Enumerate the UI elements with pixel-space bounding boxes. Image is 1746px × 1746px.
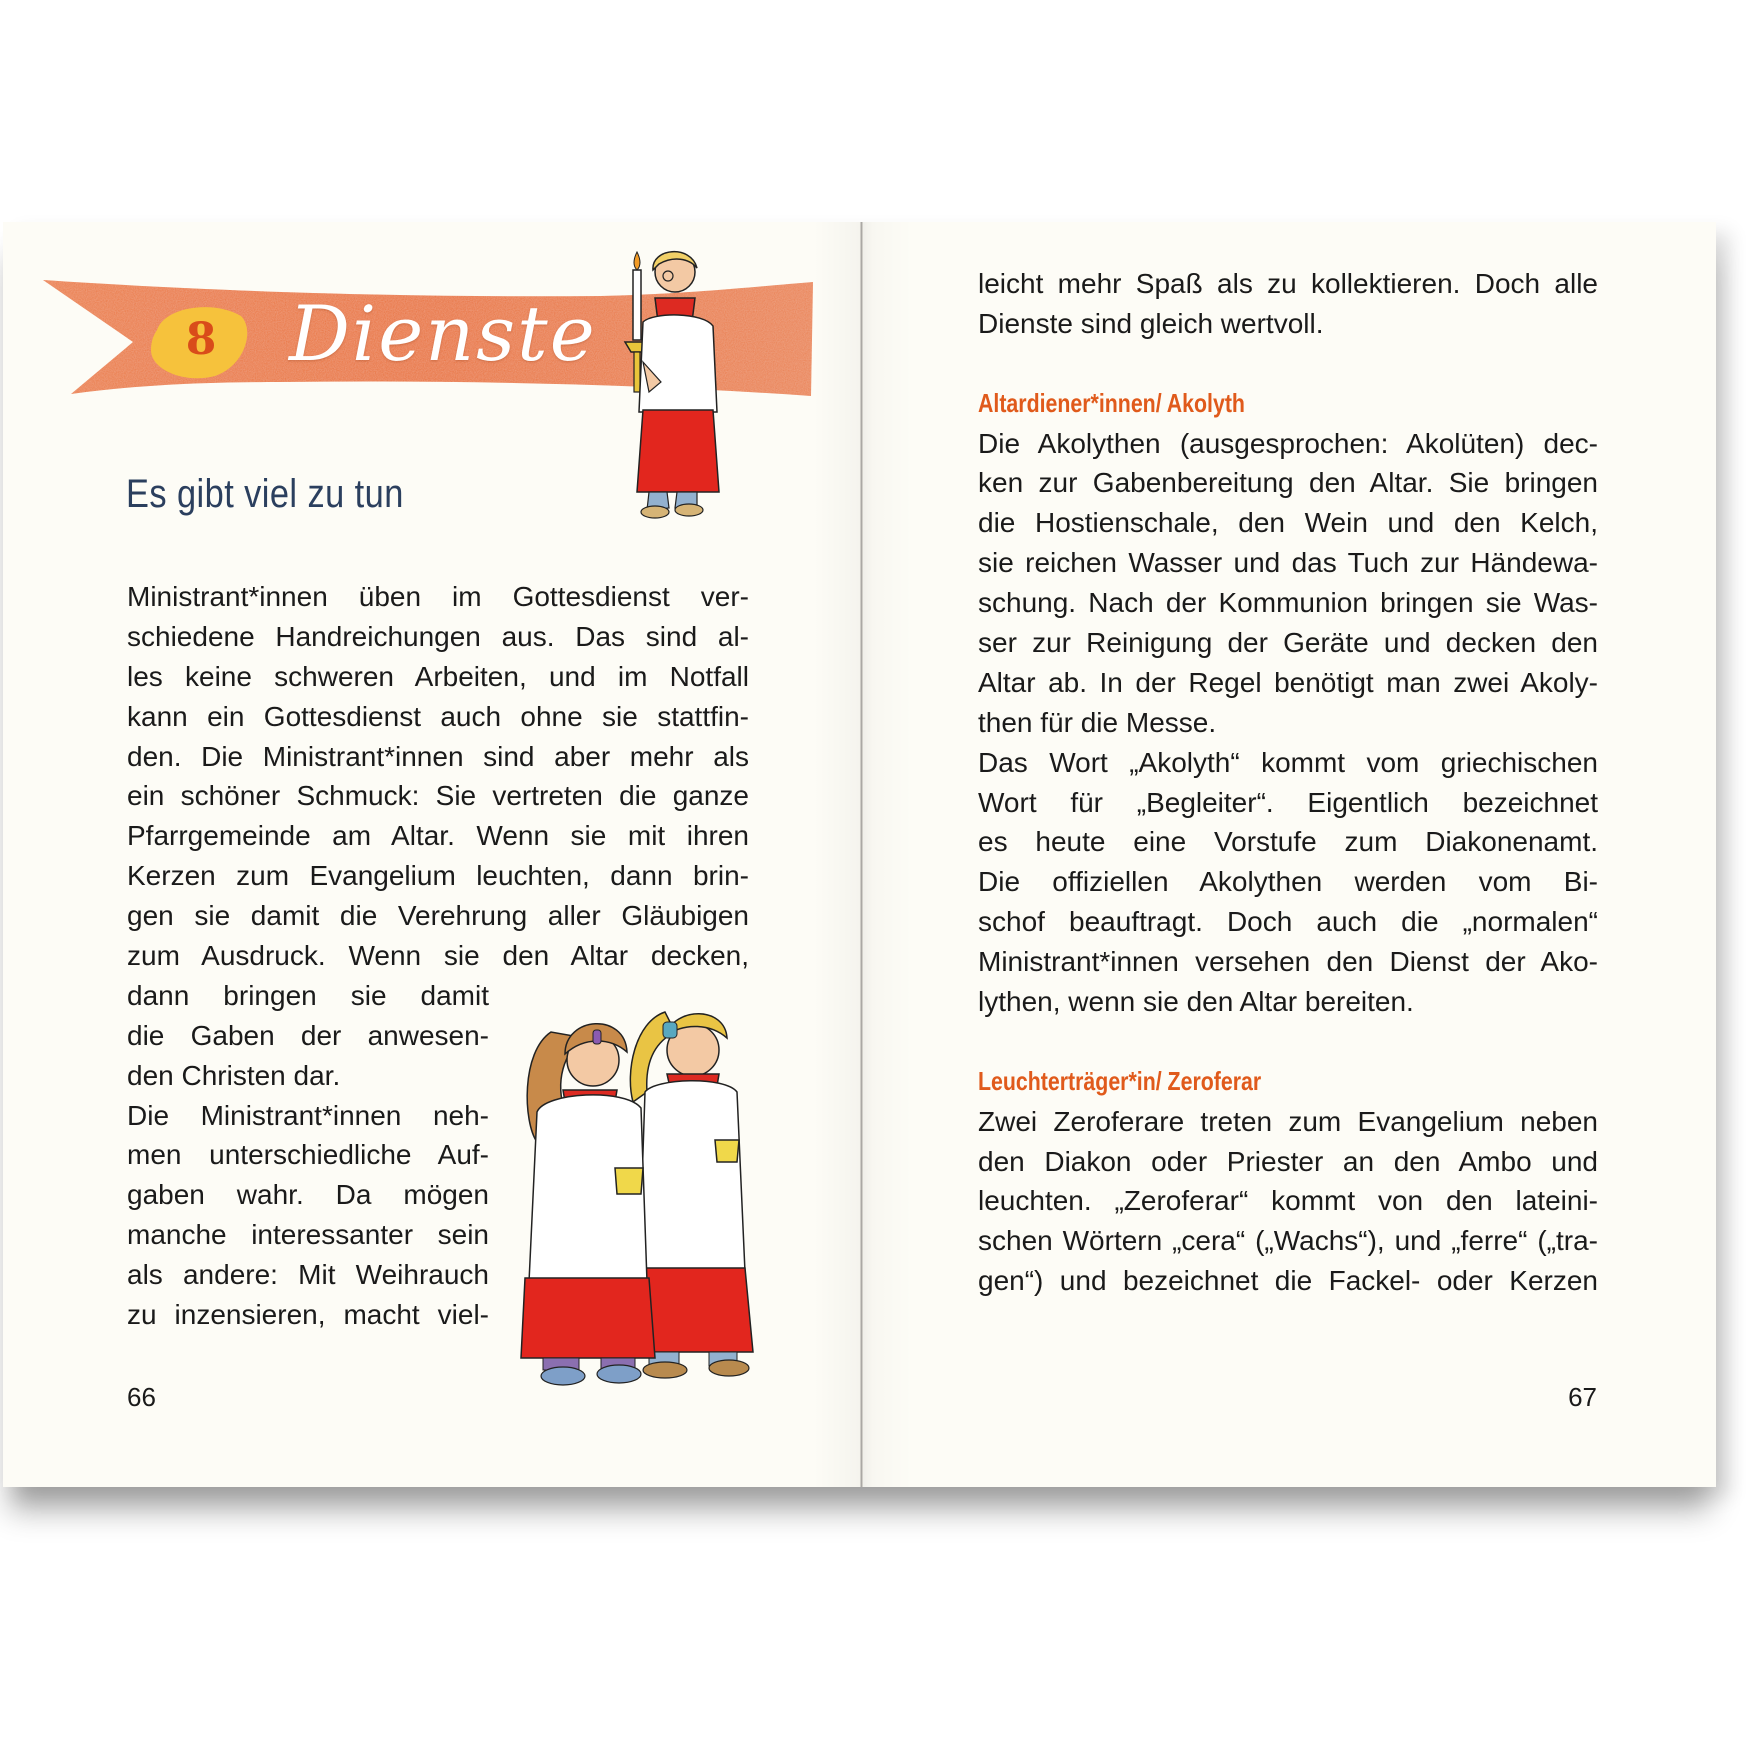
text-line: ken zur Gabenbereitung den Altar. Sie bringen xyxy=(978,467,1598,499)
text-line: Die offiziellen Akolythen werden vom Bi- xyxy=(978,866,1598,898)
section-heading: Es gibt viel zu tun xyxy=(126,472,404,516)
subheading-altardiener: Altardiener*innen/ Akolyth xyxy=(978,387,1245,418)
chapter-number: 8 xyxy=(185,313,217,365)
text-line: Kerzen zum Evangelium leuchten, dann brin- xyxy=(127,860,749,892)
chapter-title: Dienste xyxy=(289,289,597,378)
text-line: gaben wahr. Da mögen xyxy=(127,1179,489,1211)
text-line: sie reichen Wasser und das Tuch zur Händewa- xyxy=(978,547,1598,579)
text-line: Zwei Zeroferare treten zum Evangelium neben xyxy=(978,1105,1598,1137)
text-line: dann bringen sie damit xyxy=(127,979,489,1011)
text-line: manche interessanter sein xyxy=(127,1219,489,1251)
text-line: Dienste sind gleich wertvoll. xyxy=(978,307,1324,339)
text-line: ein schöner Schmuck: Sie vertreten die ganze xyxy=(127,780,749,812)
text-line: gen sie damit die Verehrung aller Gläubigen xyxy=(127,900,749,932)
right-page xyxy=(863,222,1716,1487)
text-line: gen“) und bezeichnet die Fackel- oder Kerzen xyxy=(978,1265,1598,1297)
text-line: Ministrant*innen versehen den Dienst der Ako- xyxy=(978,946,1598,978)
text-line: leicht mehr Spaß als zu kollektieren. Doch alle xyxy=(978,268,1598,299)
text-line: als andere: Mit Weihrauch xyxy=(127,1259,489,1291)
book-spread xyxy=(3,222,1716,1487)
page-number: 66 xyxy=(127,1382,156,1412)
text-line: Pfarrgemeinde am Altar. Wenn sie mit ihren xyxy=(127,820,749,852)
text-line: Die Akolythen (ausgesprochen: Akolüten) dec- xyxy=(978,427,1598,459)
text-line: ser zur Reinigung der Geräte und decken den xyxy=(978,627,1598,659)
text-line: zu inzensieren, macht viel- xyxy=(127,1299,489,1331)
text-line: Die Ministrant*innen neh- xyxy=(127,1099,489,1131)
text-line: les keine schweren Arbeiten, und im Notfall xyxy=(127,660,749,692)
text-line: schiedene Handreichungen aus. Das sind al- xyxy=(127,620,749,652)
text-line: then für die Messe. xyxy=(978,706,1217,738)
text-line: den Diakon oder Priester an den Ambo und xyxy=(978,1145,1598,1177)
text-line: schen Wörtern „cera“ („Wachs“), und „ferre“ („tra- xyxy=(978,1225,1598,1257)
text-line: men unterschiedliche Auf- xyxy=(127,1139,489,1171)
text-line: lythen, wenn sie den Altar bereiten. xyxy=(978,986,1414,1018)
left-page xyxy=(3,222,860,1487)
text-line: schung. Nach der Kommunion bringen sie Was- xyxy=(978,587,1598,619)
text-line: schof beauftragt. Doch auch die „normalen“ xyxy=(978,906,1598,938)
subheading-leuchtertraeger: Leuchterträger*in/ Zeroferar xyxy=(978,1065,1262,1096)
right-body-text xyxy=(978,264,1598,1301)
text-line: kann ein Gottesdienst auch ohne sie stattfin- xyxy=(127,700,749,732)
text-line: Wort für „Begleiter“. Eigentlich bezeichnet xyxy=(978,786,1598,818)
page-number: 67 xyxy=(1568,1382,1597,1412)
altar-server-boy-illustration xyxy=(613,242,723,527)
text-line: leuchten. „Zeroferar“ kommt von den lateini- xyxy=(978,1185,1598,1217)
text-line: es heute eine Vorstufe zum Diakonenamt. xyxy=(978,826,1598,858)
text-line: die Gaben der anwesen- xyxy=(127,1019,489,1051)
text-line: den Christen dar. xyxy=(127,1059,341,1091)
spacer xyxy=(978,1022,1598,1062)
two-altar-servers-illustration xyxy=(515,992,775,1392)
text-line: die Hostienschale, den Wein und den Kelch, xyxy=(978,507,1598,539)
text-line: Das Wort „Akolyth“ kommt vom griechischen xyxy=(978,746,1598,778)
spacer xyxy=(978,344,1598,384)
text-line: Altar ab. In der Regel benötigt man zwei Akoly- xyxy=(978,666,1598,698)
text-line: Ministrant*innen üben im Gottesdienst ver- xyxy=(127,581,749,612)
text-line: den. Die Ministrant*innen sind aber mehr als xyxy=(127,740,749,772)
text-line: zum Ausdruck. Wenn sie den Altar decken, xyxy=(127,940,749,972)
